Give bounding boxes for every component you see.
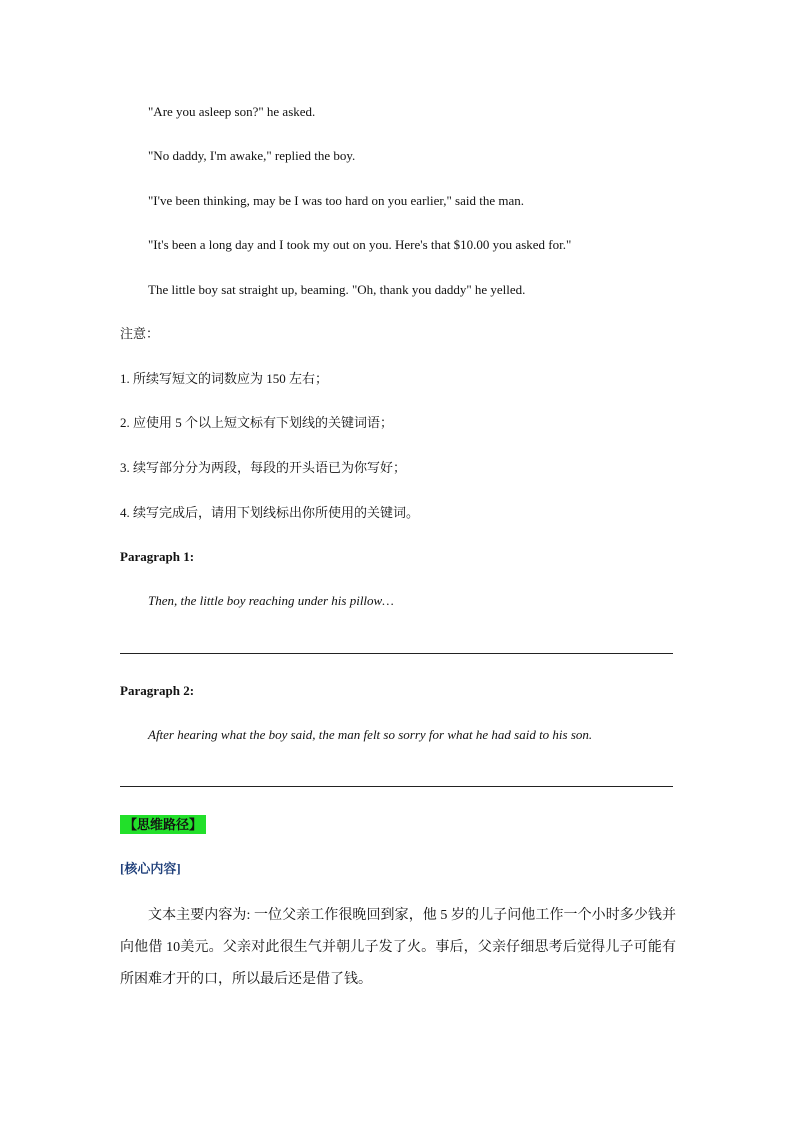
note-item-4: 4. 续写完成后，请用下划线标出你所使用的关键词。	[120, 505, 420, 520]
story-line-5: The little boy sat straight up, beaming. "Oh, thank you daddy" he yelled.	[148, 282, 526, 297]
paragraph1-opening: Then, the little boy reaching under his pillow…	[148, 593, 394, 608]
story-line-4: "It's been a long day and I took my out on you. Here's that $10.00 you asked for."	[148, 237, 572, 252]
story-line-3: "I've been thinking, may be I was too hard on you earlier," said the man.	[148, 193, 524, 208]
note-item-1: 1. 所续写短文的词数应为 150 左右；	[120, 371, 329, 386]
notes-heading: 注意：	[120, 326, 160, 341]
core-content-text: 文本主要内容为: 一位父亲工作很晚回到家，他 5 岁的儿子问他工作一个小时多少钱并向他借 10美元。父亲对此很生气并朝儿子发了火。事后，父亲仔细思考后觉得儿子可能有所困难才开的口，所以最后还是借了钱。	[120, 908, 676, 987]
thinking-path-tag: 【思维路径】	[120, 815, 206, 834]
story-line-1: "Are you asleep son?" he asked.	[148, 104, 316, 119]
paragraph2-writing-line	[120, 786, 673, 787]
note-item-3: 3. 续写部分分为两段，每段的开头语已为你写好；	[120, 460, 407, 475]
story-line-2: "No daddy, I'm awake," replied the boy.	[148, 148, 356, 163]
paragraph1-writing-line	[120, 653, 673, 654]
core-content-heading: [核心内容]	[120, 861, 181, 876]
note-item-2: 2. 应使用 5 个以上短文标有下划线的关键词语；	[120, 415, 394, 430]
paragraph2-opening: After hearing what the boy said, the man felt so sorry for what he had said to his son.	[148, 727, 593, 742]
paragraph1-label: Paragraph 1:	[120, 549, 195, 564]
paragraph2-label: Paragraph 2:	[120, 683, 195, 698]
